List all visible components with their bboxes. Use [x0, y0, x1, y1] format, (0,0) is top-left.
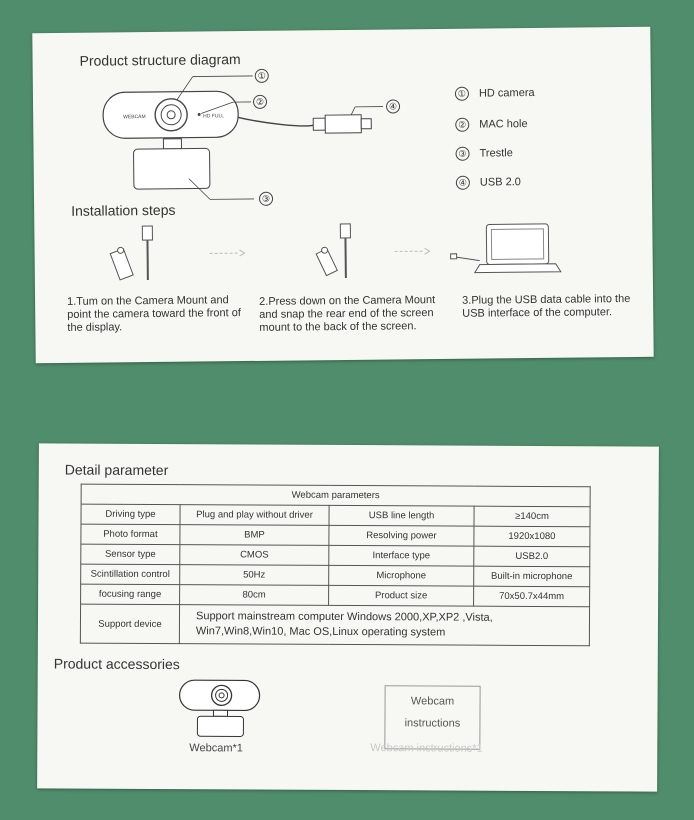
table-row: [80, 604, 589, 646]
param-key: Driving type: [81, 504, 180, 525]
callout-3: ③: [259, 192, 273, 206]
step-2-text: 2.Press down on the Camera Mount and snap the rear end of the screen mount to the back of the screen.: [259, 294, 436, 334]
callout-1: ①: [255, 69, 269, 83]
param-key: focusing range: [81, 584, 180, 605]
step-1-text: 1.Tum on the Camera Mount and point the camera toward the front of the display.: [67, 294, 241, 334]
param-value: 70x50.7x44mm: [474, 586, 590, 607]
table-row: [81, 584, 590, 607]
table-row: [81, 564, 590, 587]
webcam-accessory-image: [175, 676, 265, 738]
accessories-title: Product accessories: [53, 655, 180, 673]
param-key: Scintillation control: [81, 564, 180, 585]
detail-title: Detail parameter: [64, 461, 169, 479]
param-value: 50Hz: [180, 565, 329, 586]
legend-label: HD camera: [478, 86, 535, 100]
param-value: CMOS: [180, 545, 329, 566]
legend-mac-hole: [455, 117, 527, 132]
install-title: Installation steps: [71, 201, 176, 219]
legend-label: Trestle: [479, 147, 513, 160]
legend-label: MAC hole: [479, 118, 528, 131]
parameter-table: [80, 484, 591, 647]
param-key: Microphone: [329, 565, 474, 586]
install-illustrations: [94, 219, 595, 284]
legend-usb: [456, 175, 521, 190]
legend-trestle: [456, 146, 513, 161]
table-header: Webcam parameters: [81, 484, 590, 507]
param-value: USB2.0: [474, 546, 590, 567]
param-key: Product size: [329, 585, 474, 606]
structure-title: Product structure diagram: [79, 51, 241, 69]
param-key: USB line length: [329, 505, 474, 526]
webcam-accessory-label: Webcam*1: [189, 742, 243, 755]
param-value: BMP: [180, 525, 329, 546]
param-key: Support device: [80, 604, 179, 644]
instructions-box-line2: instructions: [404, 717, 461, 730]
legend-label: USB 2.0: [479, 176, 521, 189]
param-key: Resolving power: [329, 525, 474, 546]
legend-num: ③: [456, 147, 470, 161]
hd-full-text: HD FULL: [203, 113, 225, 120]
instructions-box: [384, 685, 480, 750]
instructions-accessory-label: Webcam instructions*1: [370, 742, 483, 755]
param-value: 1920x1080: [474, 526, 590, 547]
param-key: Sensor type: [81, 544, 180, 565]
legend-hd-camera: [455, 86, 535, 101]
webcam-text: WEBCAM: [123, 114, 146, 121]
instructions-box-line1: Webcam: [410, 695, 455, 708]
param-value: Built-in microphone: [474, 566, 590, 587]
table-row: [81, 524, 590, 547]
webcam-structure-diagram: [93, 64, 425, 217]
table-header-row: [81, 484, 590, 507]
step-3-text: 3.Plug the USB data cable into the USB interface of the computer.: [462, 292, 631, 320]
legend-num: ①: [455, 87, 469, 101]
parameter-card: [37, 443, 659, 791]
param-value: 80cm: [180, 585, 329, 606]
param-value: ≥140cm: [474, 506, 590, 527]
param-key: Photo format: [81, 524, 180, 545]
table-row: [81, 504, 590, 527]
legend-num: ④: [456, 176, 470, 190]
structure-card: [32, 27, 653, 363]
support-text: Support mainstream computer Windows 2000,XP,XP2 ,Vista, Win7,Win8,Win10, Mac OS,Linux operating system: [179, 605, 589, 646]
legend-num: ②: [455, 118, 469, 132]
callout-2: ②: [253, 95, 267, 109]
param-key: Interface type: [329, 545, 474, 566]
callout-4: ④: [386, 99, 400, 113]
param-value: Plug and play without driver: [180, 505, 329, 526]
table-row: [81, 544, 590, 567]
